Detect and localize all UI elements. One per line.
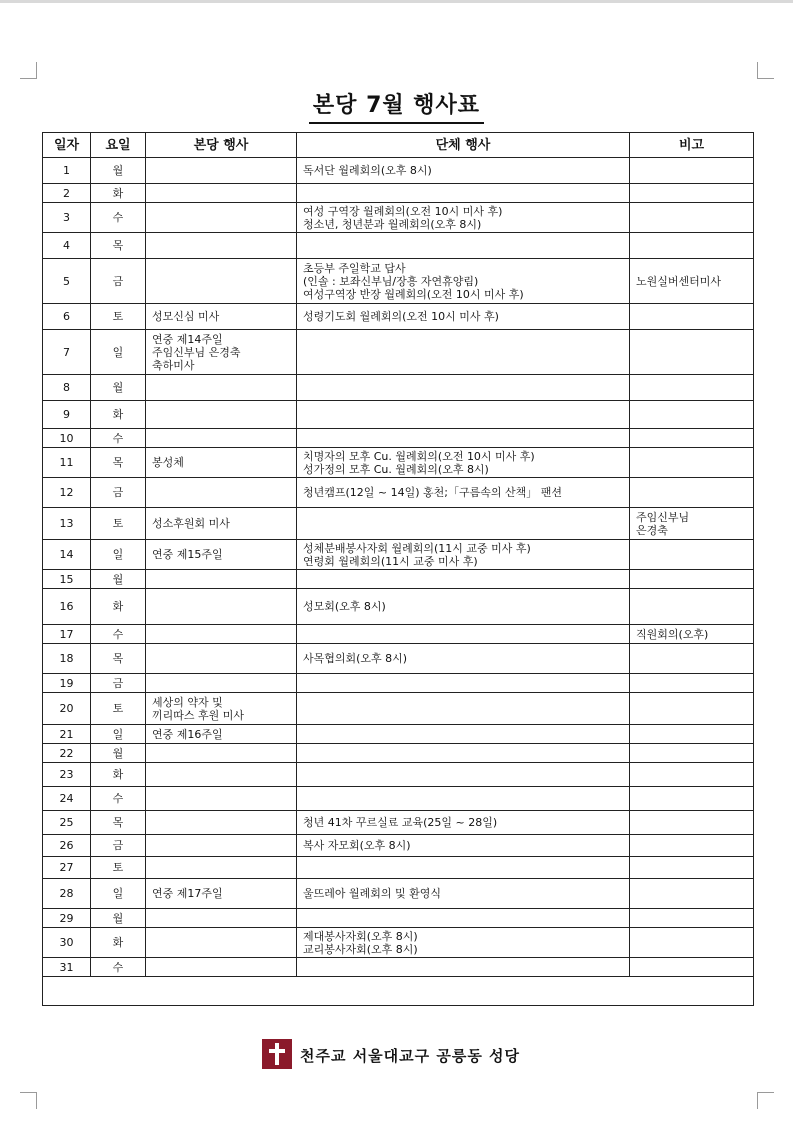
- weekday-cell: 토: [91, 508, 146, 540]
- parish-event-cell: 연중 제15주일: [146, 540, 297, 570]
- group-event-cell: [297, 375, 630, 401]
- weekday-cell: 일: [91, 330, 146, 375]
- parish-event-cell: [146, 478, 297, 508]
- table-row: [43, 448, 754, 478]
- note-cell: [630, 787, 754, 811]
- parish-event-cell: [146, 928, 297, 958]
- table-row: [43, 259, 754, 304]
- header-row: [43, 133, 754, 158]
- day-cell: 13: [43, 508, 91, 540]
- group-event-cell: [297, 787, 630, 811]
- day-cell: 15: [43, 570, 91, 589]
- table-row: [43, 508, 754, 540]
- weekday-cell: 월: [91, 570, 146, 589]
- parish-event-cell: 연중 제17주일: [146, 879, 297, 909]
- group-event-cell: 울뜨레아 월례회의 및 환영식: [297, 879, 630, 909]
- weekday-cell: 화: [91, 401, 146, 429]
- header-group-events: 단체 행사: [297, 133, 630, 158]
- table-row: [43, 725, 754, 744]
- weekday-cell: 일: [91, 540, 146, 570]
- group-event-cell: [297, 857, 630, 879]
- table-row: [43, 401, 754, 429]
- table-row: [43, 879, 754, 909]
- weekday-cell: 화: [91, 763, 146, 787]
- parish-event-cell: [146, 909, 297, 928]
- weekday-cell: 수: [91, 958, 146, 977]
- weekday-cell: 토: [91, 693, 146, 725]
- weekday-cell: 월: [91, 158, 146, 184]
- schedule-table: [42, 132, 754, 1006]
- parish-event-cell: [146, 158, 297, 184]
- parish-event-cell: [146, 857, 297, 879]
- group-event-cell: [297, 570, 630, 589]
- group-event-cell: 초등부 주일학교 답사 (인솔 : 보좌신부님/장흥 자연휴양림) 여성구역장 반장 월례회의(오전 10시 미사 후): [297, 259, 630, 304]
- day-cell: 16: [43, 589, 91, 625]
- table-row: [43, 787, 754, 811]
- group-event-cell: [297, 401, 630, 429]
- weekday-cell: 수: [91, 625, 146, 644]
- day-cell: 1: [43, 158, 91, 184]
- parish-event-cell: 봉성체: [146, 448, 297, 478]
- parish-event-cell: [146, 589, 297, 625]
- day-cell: 19: [43, 674, 91, 693]
- parish-event-cell: [146, 958, 297, 977]
- weekday-cell: 목: [91, 233, 146, 259]
- day-cell: 18: [43, 644, 91, 674]
- weekday-cell: 목: [91, 811, 146, 835]
- table-row: [43, 625, 754, 644]
- table-row: [43, 570, 754, 589]
- group-event-cell: 성령기도회 월례회의(오전 10시 미사 후): [297, 304, 630, 330]
- parish-event-cell: [146, 184, 297, 203]
- weekday-cell: 토: [91, 857, 146, 879]
- weekday-cell: 수: [91, 203, 146, 233]
- weekday-cell: 월: [91, 375, 146, 401]
- table-row: [43, 744, 754, 763]
- table-row: [43, 184, 754, 203]
- empty-footer-row: [43, 977, 754, 1006]
- note-cell: [630, 835, 754, 857]
- parish-event-cell: [146, 811, 297, 835]
- day-cell: 2: [43, 184, 91, 203]
- weekday-cell: 금: [91, 674, 146, 693]
- header-parish-events: 본당 행사: [146, 133, 297, 158]
- group-event-cell: 여성 구역장 월례회의(오전 10시 미사 후) 청소년, 청년분과 월례회의(오후 8시): [297, 203, 630, 233]
- day-cell: 31: [43, 958, 91, 977]
- group-event-cell: [297, 184, 630, 203]
- parish-event-cell: [146, 787, 297, 811]
- note-cell: [630, 928, 754, 958]
- note-cell: [630, 478, 754, 508]
- day-cell: 5: [43, 259, 91, 304]
- parish-event-cell: [146, 259, 297, 304]
- parish-event-cell: [146, 233, 297, 259]
- day-cell: 3: [43, 203, 91, 233]
- day-cell: 27: [43, 857, 91, 879]
- parish-event-cell: [146, 375, 297, 401]
- parish-event-cell: 연중 제16주일: [146, 725, 297, 744]
- church-name: 천주교 서울대교구 공릉동 성당: [300, 1047, 521, 1065]
- day-cell: 24: [43, 787, 91, 811]
- weekday-cell: 토: [91, 304, 146, 330]
- note-cell: [630, 540, 754, 570]
- note-cell: [630, 879, 754, 909]
- crop-mark-top-right: [757, 62, 774, 79]
- note-cell: 노원실버센터미사: [630, 259, 754, 304]
- weekday-cell: 월: [91, 744, 146, 763]
- empty-footer-cell: [43, 977, 754, 1006]
- group-event-cell: 독서단 월례회의(오후 8시): [297, 158, 630, 184]
- day-cell: 14: [43, 540, 91, 570]
- weekday-cell: 화: [91, 928, 146, 958]
- table-row: [43, 857, 754, 879]
- note-cell: [630, 203, 754, 233]
- top-border-strip: [0, 0, 793, 3]
- table-row: [43, 304, 754, 330]
- table-row: [43, 375, 754, 401]
- parish-event-cell: 성소후원회 미사: [146, 508, 297, 540]
- parish-event-cell: 연중 제14주일 주임신부님 은경축 축하미사: [146, 330, 297, 375]
- parish-event-cell: [146, 835, 297, 857]
- crop-mark-bottom-right: [757, 1092, 774, 1109]
- note-cell: [630, 674, 754, 693]
- weekday-cell: 월: [91, 909, 146, 928]
- parish-event-cell: [146, 744, 297, 763]
- group-event-cell: 성체분배봉사자회 월례회의(11시 교중 미사 후) 연령회 월례회의(11시 교중 미사 후): [297, 540, 630, 570]
- day-cell: 26: [43, 835, 91, 857]
- weekday-cell: 일: [91, 879, 146, 909]
- church-logo-icon: [262, 1039, 292, 1069]
- group-event-cell: [297, 330, 630, 375]
- note-cell: [630, 429, 754, 448]
- note-cell: [630, 375, 754, 401]
- table-row: [43, 429, 754, 448]
- group-event-cell: [297, 763, 630, 787]
- weekday-cell: 수: [91, 787, 146, 811]
- table-row: [43, 540, 754, 570]
- weekday-cell: 금: [91, 478, 146, 508]
- crop-mark-top-left: [20, 62, 37, 79]
- group-event-cell: [297, 429, 630, 448]
- parish-event-cell: [146, 763, 297, 787]
- table-row: [43, 644, 754, 674]
- weekday-cell: 목: [91, 448, 146, 478]
- day-cell: 25: [43, 811, 91, 835]
- table-row: [43, 693, 754, 725]
- table-row: [43, 158, 754, 184]
- weekday-cell: 화: [91, 184, 146, 203]
- weekday-cell: 목: [91, 644, 146, 674]
- note-cell: [630, 448, 754, 478]
- day-cell: 4: [43, 233, 91, 259]
- group-event-cell: 제대봉사자회(오후 8시) 교리봉사자회(오후 8시): [297, 928, 630, 958]
- parish-event-cell: [146, 203, 297, 233]
- parish-event-cell: [146, 570, 297, 589]
- group-event-cell: [297, 958, 630, 977]
- table-row: [43, 233, 754, 259]
- group-event-cell: [297, 744, 630, 763]
- parish-event-cell: 세상의 약자 및 끼리따스 후원 미사: [146, 693, 297, 725]
- note-cell: [630, 811, 754, 835]
- group-event-cell: [297, 508, 630, 540]
- parish-event-cell: [146, 625, 297, 644]
- note-cell: [630, 330, 754, 375]
- group-event-cell: [297, 909, 630, 928]
- table-row: [43, 674, 754, 693]
- day-cell: 6: [43, 304, 91, 330]
- note-cell: [630, 693, 754, 725]
- note-cell: [630, 744, 754, 763]
- note-cell: [630, 589, 754, 625]
- table-row: [43, 909, 754, 928]
- crop-mark-bottom-left: [20, 1092, 37, 1109]
- group-event-cell: 복사 자모회(오후 8시): [297, 835, 630, 857]
- day-cell: 29: [43, 909, 91, 928]
- schedule-body: [43, 158, 754, 977]
- note-cell: [630, 184, 754, 203]
- weekday-cell: 화: [91, 589, 146, 625]
- table-row: [43, 958, 754, 977]
- parish-event-cell: 성모신심 미사: [146, 304, 297, 330]
- parish-event-cell: [146, 429, 297, 448]
- day-cell: 21: [43, 725, 91, 744]
- page-title-text: 본당 7월 행사표: [309, 88, 484, 124]
- note-cell: [630, 909, 754, 928]
- note-cell: [630, 233, 754, 259]
- parish-event-cell: [146, 401, 297, 429]
- parish-event-cell: [146, 644, 297, 674]
- day-cell: 28: [43, 879, 91, 909]
- weekday-cell: 금: [91, 835, 146, 857]
- day-cell: 12: [43, 478, 91, 508]
- table-row: [43, 330, 754, 375]
- group-event-cell: [297, 693, 630, 725]
- table-row: [43, 589, 754, 625]
- group-event-cell: 성모회(오후 8시): [297, 589, 630, 625]
- group-event-cell: 청년캠프(12일 ~ 14일) 홍천;「구름속의 산책」 팬션: [297, 478, 630, 508]
- note-cell: [630, 304, 754, 330]
- day-cell: 9: [43, 401, 91, 429]
- note-cell: 직원회의(오후): [630, 625, 754, 644]
- table-row: [43, 835, 754, 857]
- group-event-cell: [297, 674, 630, 693]
- table-row: [43, 478, 754, 508]
- note-cell: [630, 401, 754, 429]
- day-cell: 23: [43, 763, 91, 787]
- note-cell: [630, 158, 754, 184]
- page-title: [0, 88, 793, 124]
- header-notes: 비고: [630, 133, 754, 158]
- header-weekday: 요일: [91, 133, 146, 158]
- day-cell: 30: [43, 928, 91, 958]
- table-row: [43, 928, 754, 958]
- day-cell: 11: [43, 448, 91, 478]
- note-cell: [630, 570, 754, 589]
- header-day: 일자: [43, 133, 91, 158]
- parish-event-cell: [146, 674, 297, 693]
- note-cell: [630, 857, 754, 879]
- note-cell: [630, 725, 754, 744]
- weekday-cell: 수: [91, 429, 146, 448]
- note-cell: [630, 644, 754, 674]
- day-cell: 7: [43, 330, 91, 375]
- note-cell: [630, 958, 754, 977]
- group-event-cell: [297, 625, 630, 644]
- group-event-cell: [297, 725, 630, 744]
- group-event-cell: 청년 41차 꾸르실료 교육(25일 ~ 28일): [297, 811, 630, 835]
- day-cell: 10: [43, 429, 91, 448]
- note-cell: [630, 763, 754, 787]
- day-cell: 17: [43, 625, 91, 644]
- weekday-cell: 금: [91, 259, 146, 304]
- day-cell: 20: [43, 693, 91, 725]
- note-cell: 주임신부님 은경축: [630, 508, 754, 540]
- group-event-cell: 치명자의 모후 Cu. 월례회의(오전 10시 미사 후) 성가정의 모후 Cu. 월례회의(오후 8시): [297, 448, 630, 478]
- table-row: [43, 203, 754, 233]
- table-row: [43, 763, 754, 787]
- group-event-cell: [297, 233, 630, 259]
- day-cell: 22: [43, 744, 91, 763]
- table-row: [43, 811, 754, 835]
- day-cell: 8: [43, 375, 91, 401]
- weekday-cell: 일: [91, 725, 146, 744]
- group-event-cell: 사목협의회(오후 8시): [297, 644, 630, 674]
